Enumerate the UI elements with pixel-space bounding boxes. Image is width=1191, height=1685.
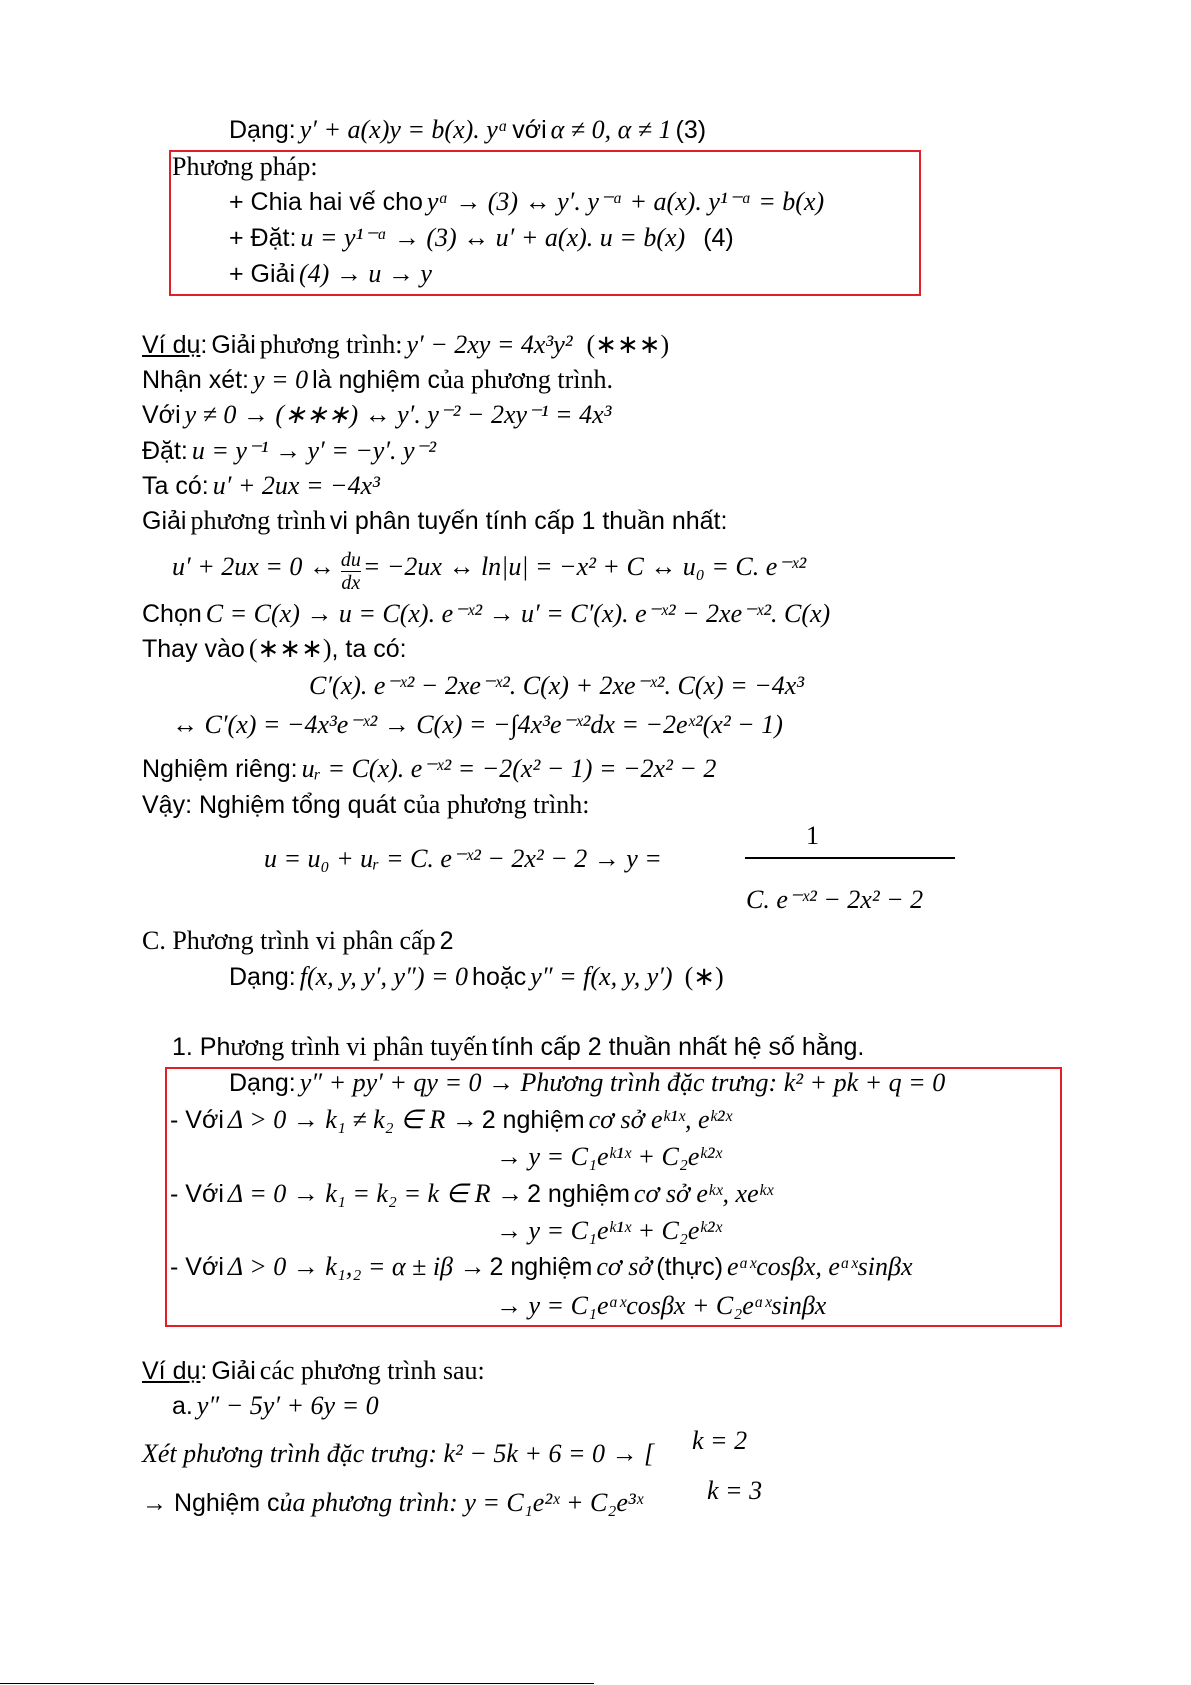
example-label: Ví dụ	[142, 1357, 201, 1385]
example-label: Ví dụ	[142, 331, 201, 359]
example1-choose: Chọn C = C(x) → u = C(x). e⁻ˣ² → u′ = C′(x). e⁻ˣ² − 2xe⁻ˣ². C(x)	[142, 599, 831, 628]
case-3: - Với Δ > 0 → k₁,₂ = α ± iβ → 2 nghiệm cơ sở (thực) eᵅˣcosβx, eᵅˣsinβx	[170, 1252, 913, 1281]
root-1: k = 2	[692, 1426, 748, 1455]
section-c-form: Dạng: f(x, y, y′, y″) = 0 hoặc y″ = f(x, y, y′) (∗)	[229, 962, 724, 991]
root-2: k = 3	[707, 1476, 763, 1505]
section-c-heading: C. Phương trình vi phân cấp 2	[142, 926, 454, 955]
example2-intro: Ví dụ: Giải các phương trình sau:	[142, 1356, 485, 1385]
example1-remark: Nhận xét: y = 0 là nghiệm của phương trình.	[142, 365, 613, 394]
example1-particular: Nghiệm riêng: uᵣ = C(x). e⁻ˣ² = −2(x² − 1) = −2x² − 2	[142, 754, 717, 783]
box2-form: Dạng: y″ + py′ + qy = 0 → Phương trình đặc trưng: k² + pk + q = 0	[229, 1068, 946, 1097]
final-fraction-bar	[745, 857, 955, 859]
example1-plug-equation-2: ↔ C′(x) = −4x³e⁻ˣ² → C(x) = −∫4x³e⁻ˣ²dx = −2eˣ²(x² − 1)	[172, 710, 783, 739]
example1-general-heading: Vậy: Nghiệm tổng quát của phương trình:	[142, 790, 590, 819]
form-expression: y′ + a(x)y = b(x). yᵅ	[299, 115, 509, 144]
form-line-3	[229, 114, 706, 145]
section-c-subheading: 1. Phương trình vi phân tuyến tính cấp 2 thuần nhất hệ số hằng.	[172, 1032, 865, 1061]
form-condition: α ≠ 0, α ≠ 1	[550, 115, 672, 144]
example1-plug-heading: Thay vào (∗∗∗), ta có:	[142, 634, 407, 663]
footnote-rule	[0, 1683, 594, 1684]
example2-characteristic: Xét phương trình đặc trưng: k² − 5k + 6 = 0 → [	[142, 1439, 655, 1468]
case-2-result: → y = C₁eᵏ¹ˣ + C₂eᵏ²ˣ	[496, 1216, 722, 1245]
method-label: Phương pháp:	[172, 152, 318, 181]
method-step-2: + Đặt: u = y¹⁻ᵅ → (3) ↔ u′ + a(x). u = b(x) (4)	[229, 223, 734, 252]
method-step-1: + Chia hai vế cho yᵅ → (3) ↔ y′. y⁻ᵅ + a(x). y¹⁻ᵅ = b(x)	[229, 187, 825, 216]
form-with: với	[512, 116, 547, 144]
method-step-3: + Giải (4) → u → y	[229, 259, 432, 288]
form-tag: (3)	[675, 116, 707, 144]
case-2: - Với Δ = 0 → k₁ = k₂ = k ∈ R → 2 nghiệm cơ sở eᵏˣ, xeᵏˣ	[170, 1179, 774, 1208]
example1-have: Ta có: u′ + 2ux = −4x³	[142, 471, 380, 500]
example2-solution: → Nghiệm của phương trình: y = C₁e²ˣ + C₂e³ˣ	[142, 1488, 644, 1517]
example1-homog-heading: Giải phương trình vi phân tuyến tính cấp 1 thuần nhất:	[142, 506, 728, 535]
example1-homog-equation: u′ + 2ux = 0 ↔ $\frac{du}{dx}$ = −2ux ↔ ln|u| = −x² + C ↔ u₀ = C. e⁻ˣ²	[172, 549, 807, 594]
example1-case: Với y ≠ 0 → (∗∗∗) ↔ y′. y⁻² − 2xy⁻¹ = 4x³	[142, 400, 612, 429]
case-1: - Với Δ > 0 → k₁ ≠ k₂ ∈ R → 2 nghiệm cơ sở eᵏ¹ˣ, eᵏ²ˣ	[170, 1105, 732, 1134]
example2-part-a: a. y″ − 5y′ + 6y = 0	[172, 1391, 379, 1420]
final-fraction-denominator: C. e⁻ˣ² − 2x² − 2	[746, 885, 924, 914]
case-1-result: → y = C₁eᵏ¹ˣ + C₂eᵏ²ˣ	[496, 1142, 722, 1171]
fraction-du-dx: $\frac{du}{dx}$	[340, 549, 361, 594]
example1-final-left: u = u₀ + uᵣ = C. e⁻ˣ² − 2x² − 2 → y =	[264, 844, 662, 873]
example1-substitution: Đặt: u = y⁻¹ → y′ = −y′. y⁻²	[142, 436, 437, 465]
example1-intro: Ví dụ: Giải phương trình: y′ − 2xy = 4x³y² (∗∗∗)	[142, 330, 670, 359]
final-fraction-numerator: 1	[806, 821, 819, 850]
form-label: Dạng:	[229, 116, 296, 144]
case-3-result: → y = C₁eᵅˣcosβx + C₂eᵅˣsinβx	[496, 1291, 827, 1320]
example1-plug-equation-1: C′(x). e⁻ˣ² − 2xe⁻ˣ². C(x) + 2xe⁻ˣ². C(x) = −4x³	[309, 671, 805, 700]
